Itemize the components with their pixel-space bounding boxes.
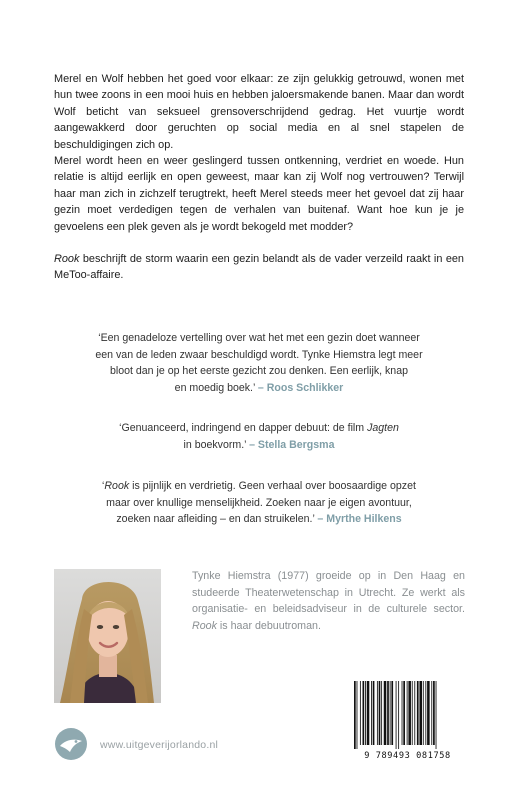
review-quote-1 — [54, 330, 464, 396]
quote-text: is pijnlijk en verdrietig. Geen verhaal over boosaardige opzet — [129, 480, 416, 492]
barcode-bar — [398, 681, 399, 749]
book-title: Rook — [104, 480, 130, 492]
barcode-bar — [371, 681, 372, 745]
barcode-bar — [407, 681, 408, 745]
quote-line — [54, 420, 464, 437]
quote-mark: ‘ — [102, 480, 105, 492]
blurb-paragraph-1: Merel en Wolf hebben het goed voor elkaar: ze zijn gelukkig getrouwd, wonen met hun twee zoons in een mooi huis en hebben jaloersmakende banen. Maar dan wordt Wolf beticht van seksueel grensoverschrijdend gedrag. Het vuurtje wordt aangewakkerd door geruchten op social media en al snel stapelen de beschuldigingen zich op. — [54, 73, 464, 151]
barcode-bar — [379, 681, 381, 745]
blurb-paragraph-2: Merel wordt heen en weer geslingerd tussen ontkenning, verdriet en woede. Hun relatie is altijd eerlijk en open geweest, maar kan zij Wolf nog vertrouwen? Terwijl haar man zich in zichzelf terugtrekt, heeft Merel steeds meer het gevoel dat zij haar gezin moet verdedigen tegen de verhalen van buitenaf. Want hoe kun je je gevoelens een plek geven als je wordt bekogeld met modder? — [54, 155, 464, 233]
barcode-bar — [408, 681, 411, 745]
barcode-bar — [414, 681, 415, 745]
quote-text: zoeken naar afleiding – en dan struikelen.’ — [116, 513, 315, 526]
barcode-bar — [425, 681, 426, 745]
quote-line — [54, 437, 464, 454]
barcode-bar — [423, 681, 424, 745]
barcode-bar — [373, 681, 375, 745]
bio-text: is haar debuutroman. — [216, 619, 321, 632]
quote-line: maar over knullige menselijkheid. Zoeken naar je eigen avontuur, — [106, 496, 412, 509]
blurb-paragraph-3-text: beschrijft de storm waarin een gezin belandt als de vader verzeild raakt in een MeToo-affaire. — [54, 253, 464, 282]
bio-text: Tynke Hiemstra (1977) groeide op in Den Haag en studeerde Theaterwetenschap in Utrecht. Ze werkt als organisatie- en beleidsadviseur in de culturele sector. — [192, 570, 465, 616]
barcode-bar — [384, 681, 387, 745]
quote-line: bloot dan je op het eerste gezicht zou denken. Een eerlijk, knap — [109, 365, 408, 378]
barcode-bar — [354, 681, 356, 749]
barcode-bar — [391, 681, 393, 745]
publisher-logo-icon — [54, 727, 88, 761]
barcode-bar — [363, 681, 365, 745]
barcode-bar — [396, 681, 397, 749]
film-title: Jagten — [367, 422, 399, 434]
barcode-bar — [433, 681, 435, 745]
quote-line: een van de leden zwaar beschuldigd wordt. Tynke Hiemstra legt meer — [95, 348, 423, 361]
author-bio — [192, 568, 465, 634]
barcode-bar — [427, 681, 430, 745]
barcode-bar — [367, 681, 370, 745]
barcode-bar — [381, 681, 382, 745]
quote-attribution: – Stella Bergsma — [249, 438, 335, 451]
barcode-icon — [351, 681, 464, 751]
author-portrait-illustration — [54, 569, 161, 703]
quote-line — [54, 380, 464, 397]
quote-attribution: – Roos Schlikker — [257, 381, 344, 394]
barcode-bar — [357, 681, 358, 749]
barcode-bar — [419, 681, 422, 745]
barcode-bar — [387, 681, 389, 745]
barcode-bar — [402, 681, 403, 745]
isbn-number: 9 789493 081758 — [364, 751, 451, 761]
quote-line — [54, 511, 464, 528]
bird-logo-icon — [54, 727, 88, 761]
blurb-paragraph-3 — [54, 251, 464, 284]
review-quote-2 — [54, 420, 464, 453]
barcode-bar — [436, 681, 437, 749]
book-title: Rook — [192, 619, 217, 632]
barcode-bar — [403, 681, 405, 745]
barcode-bar — [417, 681, 419, 745]
book-title: Rook — [54, 253, 80, 266]
quote-text: in boekvorm.’ — [183, 438, 247, 451]
barcode-bar — [360, 681, 361, 745]
barcode-bar — [412, 681, 413, 745]
barcode-bar — [365, 681, 366, 745]
quote-text: en moedig boek.’ — [174, 381, 255, 394]
blurb — [54, 71, 464, 284]
isbn-barcode — [351, 681, 464, 755]
barcode-bar — [431, 681, 432, 745]
review-quote-3 — [54, 478, 464, 528]
quote-attribution: – Myrthe Hilkens — [317, 513, 402, 526]
quote-line: ‘Een genadeloze vertelling over wat het met een gezin doet wanneer — [98, 332, 420, 344]
quote-text: ‘Genuanceerd, indringend en dapper debuut: de film — [119, 422, 368, 434]
barcode-bar — [390, 681, 391, 745]
publisher-website[interactable]: www.uitgeverijorlando.nl — [100, 739, 219, 751]
barcode-bar — [377, 681, 378, 745]
author-photo — [54, 569, 161, 703]
quote-line — [54, 478, 464, 495]
